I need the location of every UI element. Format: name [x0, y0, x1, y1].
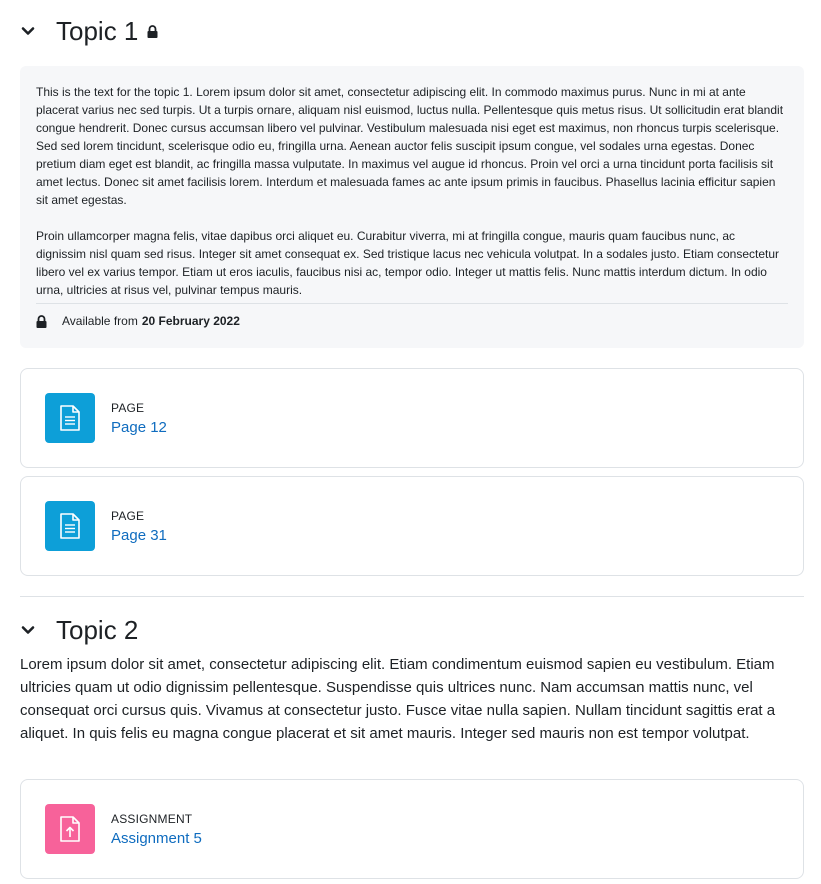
activity-card: [20, 779, 804, 879]
activity-link[interactable]: Page 12: [111, 419, 167, 436]
lock-icon: [36, 315, 62, 328]
section-title[interactable]: Topic 1: [56, 16, 139, 46]
activity-link[interactable]: Assignment 5: [111, 830, 202, 847]
topic1-header: [20, 18, 158, 44]
availability-restriction: [36, 314, 240, 328]
activity-type: ASSIGNMENT: [111, 812, 193, 826]
activity-card: [20, 368, 804, 468]
section-title[interactable]: Topic 2: [56, 615, 139, 645]
page-icon[interactable]: [45, 501, 95, 551]
assignment-icon[interactable]: [45, 804, 95, 854]
page-icon[interactable]: [45, 393, 95, 443]
topic2-header: [20, 617, 138, 643]
divider: [36, 303, 788, 304]
availability-date: 20 February 2022: [141, 314, 240, 328]
activity-card: [20, 476, 804, 576]
activity-type: PAGE: [111, 509, 145, 523]
topic2-summary: Lorem ipsum dolor sit amet, consectetur adipiscing elit. Etiam condimentum euismod sapien eu vestibulum. Etiam ultricies quam ut odio dignissim pellentesque. Suspendisse quis ultrices nunc. Nam accumsan mattis nunc, vel consequat orci cursus quis. Vivamus at consectetur justo. Fusce vitae nulla sapien. Nullam tincidunt sagittis erat a aliquet. In quis felis eu magna congue placerat et sit amet mauris. Integer sed mauris non est tempor volutpat.: [20, 656, 776, 742]
summary-paragraph: This is the text for the topic 1. Lorem ipsum dolor sit amet, consectetur adipiscing elit. In commodo maximus purus. Nunc in mi at ante placerat varius nec sed turpis. Ut a turpis ornare, aliquam nisl euismod, luctus nulla. Pellentesque quis metus risus. Ut sollicitudin erat blandit congue hendrerit. Donec cursus accumsan libero vel pulvinar. Vestibulum malesuada nisi eget est maximus, non rhoncus turpis scelerisque. Sed sed lorem tincidunt, scelerisque odio eu, fringilla urna. Aenean auctor felis suscipit ipsum congue, vel sodales urna egestas. Donec pretium diam eget est blandit, ac fringilla massa vulputate. In maximus vel augue id rhoncus. Proin vel orci a urna tincidunt porta facilisis sit amet lectus. Donec sit amet facilisis lorem. Interdum et malesuada fames ac ante ipsum primis in faucibus. Phasellus lacinia efficitur sapien sit amet egestas.: [36, 85, 784, 207]
topic1-summary-box: [20, 66, 804, 348]
summary-paragraph: Proin ullamcorper magna felis, vitae dapibus orci aliquet eu. Curabitur viverra, mi at fringilla congue, mauris quam faucibus nunc, ac dignissim nisl quam sed risus. Integer sit amet consequat ex. Sed tristique lacus nec vehicula volutpat. In a sodales justo. Etiam consectetur libero vel ex varius tempor. Etiam ut eros iaculis, faucibus nisi ac, tempor odio. Integer ut mattis felis. Nunc mattis interdum dictum. In odio urna, ultricies at risus vel, pulvinar tempus mauris.: [36, 229, 780, 297]
lock-icon: [147, 25, 158, 38]
collapse-chevron-icon[interactable]: [20, 618, 56, 642]
activity-link[interactable]: Page 31: [111, 527, 167, 544]
activity-type: PAGE: [111, 401, 145, 415]
section-divider: [20, 596, 804, 597]
collapse-chevron-icon[interactable]: [20, 19, 56, 43]
availability-prefix: Available from: [62, 314, 138, 328]
